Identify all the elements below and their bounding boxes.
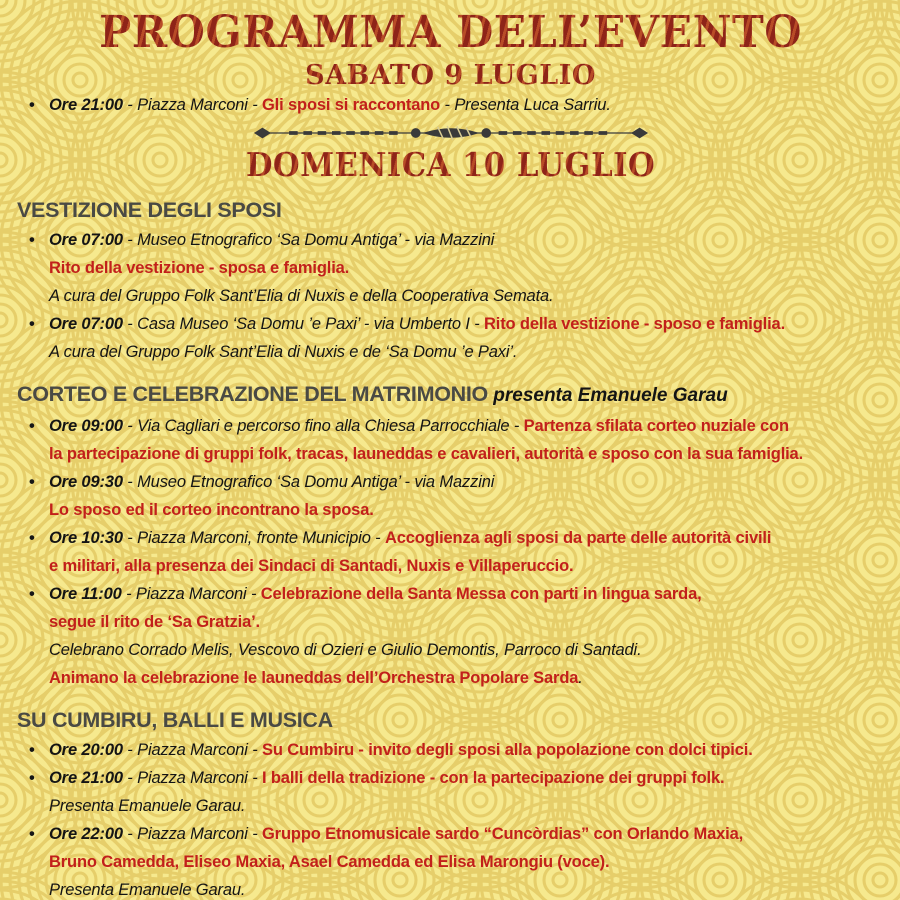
program-item bbox=[17, 524, 884, 580]
text-run-it: - Via Cagliari e percorso fino alla Chiesa Parrocchiale - bbox=[122, 417, 524, 436]
section-item-list bbox=[17, 412, 884, 692]
section-item-list bbox=[17, 736, 884, 900]
section-heading-suffix: presenta Emanuele Garau bbox=[487, 385, 728, 407]
text-run-red: Accoglienza agli sposi da parte delle autorità civili bbox=[384, 529, 772, 548]
day2-heading: DOMENICA 10 LUGLIO bbox=[47, 148, 853, 183]
text-run-time: Ore 22:00 bbox=[49, 825, 123, 844]
text-run-it: - Piazza Marconi, fronte Municipio - bbox=[122, 529, 385, 548]
section-item-list bbox=[17, 226, 884, 366]
program-item bbox=[17, 310, 884, 366]
section-2 bbox=[17, 381, 884, 692]
text-run-it: A cura del Gruppo Folk Sant’Elia di Nuxis e de ‘Sa Domu ’e Paxi’. bbox=[49, 343, 518, 362]
text-run-time: Ore 20:00 bbox=[49, 741, 123, 760]
program-item bbox=[17, 468, 884, 524]
section-1 bbox=[17, 197, 884, 366]
text-run-it: - Piazza Marconi - bbox=[122, 825, 262, 844]
text-run-time: Ore 21:00 bbox=[49, 769, 123, 788]
section-heading bbox=[17, 197, 884, 223]
text-run-it: - Piazza Marconi - bbox=[121, 585, 261, 604]
section-3 bbox=[17, 707, 884, 900]
program-item bbox=[17, 764, 884, 820]
program-item bbox=[17, 820, 884, 900]
text-run-red: segue il rito de ‘Sa Gratzia’. bbox=[49, 613, 260, 632]
text-run-it: - Piazza Marconi - bbox=[122, 95, 262, 114]
text-run-red: Partenza sfilata corteo nuziale con bbox=[523, 417, 789, 436]
section-heading bbox=[17, 707, 884, 733]
section-heading bbox=[17, 381, 884, 409]
section-heading-text: SU CUMBIRU, BALLI E MUSICA bbox=[17, 708, 333, 733]
page-title: PROGRAMMA DELL’EVENTO bbox=[30, 10, 871, 56]
text-run-red: e militari, alla presenza dei Sindaci di Santadi, Nuxis e Villaperuccio. bbox=[49, 557, 574, 576]
program-sections bbox=[17, 197, 884, 900]
text-run-it: A cura del Gruppo Folk Sant’Elia di Nuxis e della Cooperativa Semata. bbox=[49, 287, 554, 306]
text-run-red: Bruno Camedda, Eliseo Maxia, Asael Camedda ed Elisa Marongiu (voce). bbox=[49, 853, 610, 872]
text-run-it: Presenta Emanuele Garau. bbox=[49, 881, 246, 900]
text-run-it: - Piazza Marconi - bbox=[122, 769, 262, 788]
program-item bbox=[17, 226, 884, 310]
text-run-it: - Piazza Marconi - bbox=[122, 741, 262, 760]
text-run-red: Lo sposo ed il corteo incontrano la sposa. bbox=[49, 501, 374, 520]
text-run-red: Gli sposi si raccontano bbox=[262, 95, 441, 114]
text-run-red: I balli della tradizione - con la partecipazione dei gruppi folk. bbox=[262, 769, 725, 788]
text-run-time: Ore 10:30 bbox=[49, 529, 123, 548]
text-run-it: - Casa Museo ‘Sa Domu ’e Paxi’ - via Umberto I - bbox=[122, 315, 484, 334]
text-run-it: - Museo Etnografico ‘Sa Domu Antiga’ - via Mazzini bbox=[122, 473, 495, 492]
text-run-time: Ore 21:00 bbox=[49, 95, 123, 114]
ornamental-divider bbox=[17, 122, 884, 144]
text-run-it: Presenta Emanuele Garau. bbox=[49, 797, 246, 816]
day1-list bbox=[17, 91, 884, 119]
program-item bbox=[17, 736, 884, 764]
text-run-time: Ore 09:30 bbox=[49, 473, 123, 492]
text-run-it: Celebrano Corrado Melis, Vescovo di Ozieri e Giulio Demontis, Parroco di Santadi. bbox=[49, 641, 642, 660]
text-run-red: Rito della vestizione - sposa e famiglia. bbox=[49, 259, 350, 278]
text-run-red: Rito della vestizione - sposo e famiglia. bbox=[484, 315, 786, 334]
text-run-time: Ore 07:00 bbox=[49, 231, 123, 250]
text-run-red: la partecipazione di gruppi folk, tracas, launeddas e cavalieri, autorità e sposo con la sua famiglia. bbox=[49, 445, 804, 464]
text-run-time: Ore 07:00 bbox=[49, 315, 123, 334]
text-run-it: - Museo Etnografico ‘Sa Domu Antiga’ - via Mazzini bbox=[122, 231, 495, 250]
text-run-red: Animano la celebrazione le launeddas dell’Orchestra Popolare Sarda bbox=[49, 669, 579, 688]
section-heading-text: VESTIZIONE DEGLI SPOSI bbox=[17, 198, 282, 223]
program-item bbox=[17, 91, 884, 119]
text-run-it: - Presenta Luca Sarriu. bbox=[440, 95, 611, 114]
section-heading-text: CORTEO E CELEBRAZIONE DEL MATRIMONIO bbox=[17, 382, 488, 407]
text-run-time: Ore 11:00 bbox=[49, 585, 122, 604]
day1-heading: SABATO 9 LUGLIO bbox=[17, 62, 884, 90]
text-run-it: . bbox=[578, 669, 583, 688]
program-item bbox=[17, 412, 884, 468]
text-run-time: Ore 09:00 bbox=[49, 417, 123, 436]
text-run-red: Gruppo Etnomusicale sardo “Cuncòrdias” con Orlando Maxia, bbox=[262, 825, 744, 844]
program-item bbox=[17, 580, 884, 692]
text-run-red: Celebrazione della Santa Messa con parti in lingua sarda, bbox=[260, 585, 702, 604]
divider-ornament-icon bbox=[251, 122, 651, 144]
text-run-red: Su Cumbiru - invito degli sposi alla popolazione con dolci tipici. bbox=[262, 741, 753, 760]
